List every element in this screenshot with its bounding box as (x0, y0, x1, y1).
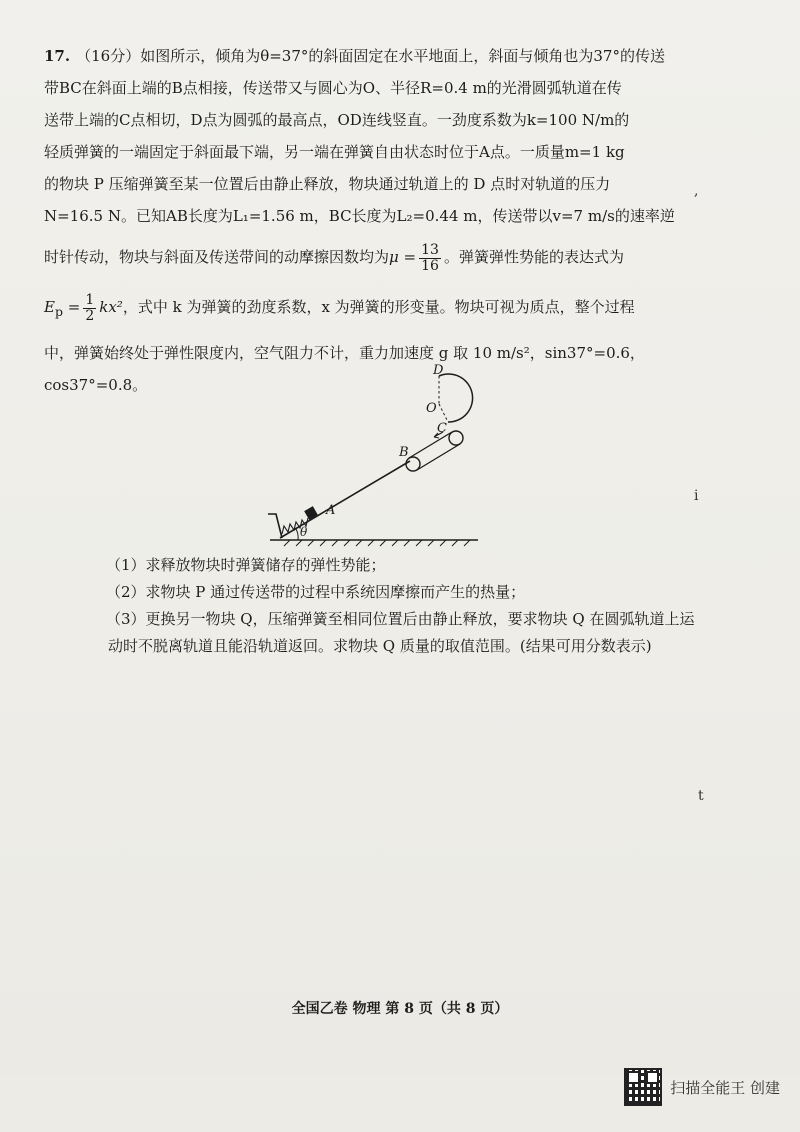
incline-conveyor-diagram (260, 362, 490, 552)
question-line-8: $E_p$ = $\frac{1}{2}$ kx²，式中 k 为弹簧的劲度系数，x 为弹簧的形变量。物块可视为质点，整个过程 (44, 291, 635, 324)
scan-mark: t (698, 788, 704, 804)
sub-questions (106, 552, 706, 660)
question-line-9: 中，弹簧始终处于弹性限度内，空气阻力不计，重力加速度 g 取 10 m/s²，sin37°=0.6， (44, 344, 645, 362)
scan-mark: , (694, 183, 699, 199)
scan-mark: i (694, 488, 699, 504)
question-line-10: cos37°=0.8。 (44, 376, 148, 394)
qr-code-icon (624, 1068, 662, 1106)
label-b: B (399, 445, 409, 460)
label-c: C (437, 421, 447, 436)
question-line-1: （16分）如图所示，倾角为θ=37°的斜面固定在水平地面上，斜面与倾角也为37°的传送 (76, 47, 665, 65)
end-wall (268, 514, 282, 538)
mu-symbol: μ = (389, 248, 417, 266)
oc-line (439, 404, 448, 422)
watermark-text: 扫描全能王 创建 (670, 1078, 780, 1097)
question-17 (44, 40, 712, 401)
label-a: A (326, 503, 336, 518)
sub-question-3: （3）更换另一物块 Q，压缩弹簧至相同位置后由静止释放，要求物块 Q 在圆弧轨道上运 (106, 610, 695, 628)
sub-question-3-cont: 动时不脱离轨道且能沿轨道返回。求物块 Q 质量的取值范围。(结果可用分数表示) (108, 637, 652, 655)
label-theta: θ (300, 525, 308, 539)
page-footer: 全国乙卷 物理 第 8 页（共 8 页） (291, 1001, 509, 1017)
question-number: 17. (44, 47, 71, 65)
belt-bottom (417, 444, 460, 470)
question-line-3: 送带上端的C点相切，D点为圆弧的最高点，OD连线竖直。一劲度系数为k=100 N/m的 (44, 111, 630, 129)
question-line-2: 带BC在斜面上端的B点相接，传送带又与圆心为O、半径R=0.4 m的光滑圆弧轨道在传 (44, 79, 622, 97)
mu-fraction: $\frac{13}{16}$ (421, 241, 439, 274)
sub-question-2: （2）求物块 P 通过传送带的过程中系统因摩擦而产生的热量； (106, 583, 526, 601)
question-line-6: N=16.5 N。已知AB长度为L₁=1.56 m，BC长度为L₂=0.44 m，传送带以v=7 m/s的速率逆 (44, 207, 675, 225)
ground-hatching (284, 540, 470, 546)
ep-symbol: E (44, 298, 55, 316)
question-line-4: 轻质弹簧的一端固定于斜面最下端，另一端在弹簧自由状态时位于A点。一质量m=1 kg (44, 143, 625, 161)
question-line-7: 时针传动，物块与斜面及传送带间的动摩擦因数均为μ = $\frac{13}{16}$ 。弹簧弹性势能的表达式为 (44, 241, 624, 274)
scanner-watermark (624, 1068, 780, 1106)
half-fraction: $\frac{1}{2}$ (85, 291, 95, 324)
label-d: D (433, 363, 444, 378)
label-o: O (426, 401, 437, 416)
sub-question-1: （1）求释放物块时弹簧储存的弹性势能； (106, 556, 386, 574)
block-p (304, 506, 318, 520)
question-line-5: 的物块 P 压缩弹簧至某一位置后由静止释放，物块通过轨道上的 D 点时对轨道的压力 (44, 175, 611, 193)
theta-arc (296, 529, 298, 540)
